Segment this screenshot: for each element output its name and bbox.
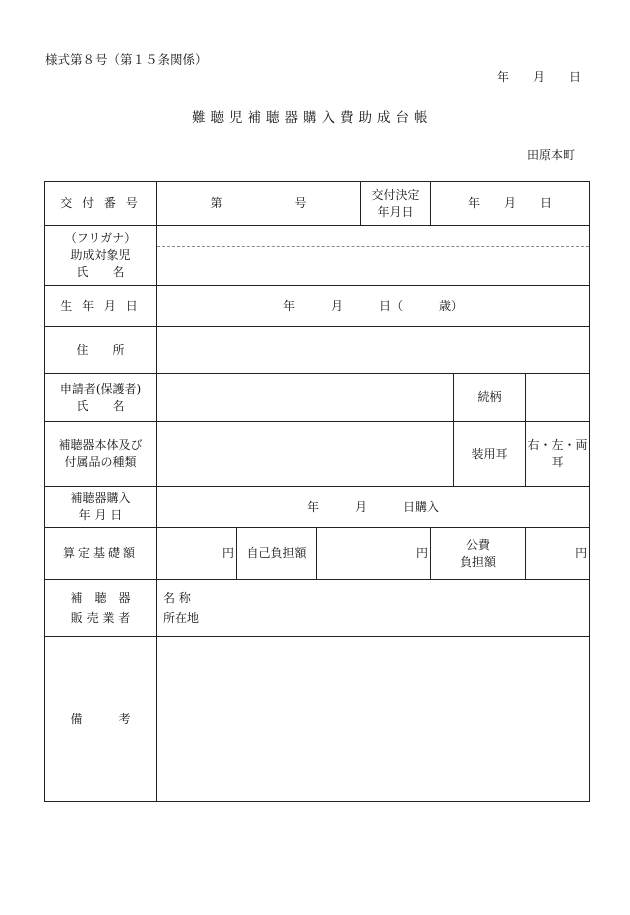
applicant-name-field[interactable] xyxy=(157,374,454,422)
birthdate-label: 生 年 月 日 xyxy=(45,286,157,327)
subject-child-label-line2: 氏 名 xyxy=(76,265,125,279)
decision-date-field[interactable]: 年 月 日 xyxy=(431,182,590,226)
row-subject-child xyxy=(45,226,590,286)
row-device-type xyxy=(45,422,590,487)
device-type-label xyxy=(45,422,157,487)
row-birthdate xyxy=(45,286,590,327)
public-pay-label-line1: 公費 xyxy=(466,537,491,552)
address-field[interactable] xyxy=(157,327,590,374)
device-type-label-line1: 補聴器本体及び xyxy=(58,438,143,452)
vendor-label-line2: 販 売 業 者 xyxy=(70,611,131,625)
base-amount-label: 算定基礎額 xyxy=(45,528,157,580)
row-address xyxy=(45,327,590,374)
vendor-field[interactable] xyxy=(157,580,590,637)
remarks-label: 備 考 xyxy=(45,637,157,802)
relationship-label: 続柄 xyxy=(454,374,526,422)
device-type-field[interactable] xyxy=(157,422,454,487)
ear-label: 装用耳 xyxy=(454,422,526,487)
furigana-divider xyxy=(157,246,589,267)
row-amounts xyxy=(45,528,590,580)
subject-child-label xyxy=(45,226,157,286)
vendor-label xyxy=(45,580,157,637)
row-purchase-date xyxy=(45,487,590,528)
self-pay-field[interactable]: 円 xyxy=(317,528,431,580)
public-pay-label-line2: 負担額 xyxy=(460,554,497,569)
purchase-date-field[interactable]: 年 月 日購入 xyxy=(157,487,590,528)
row-vendor xyxy=(45,580,590,637)
purchase-date-label-line1: 補聴器購入 xyxy=(70,491,131,505)
document-title: 難聴児補聴器購入費助成台帳 xyxy=(192,110,433,126)
subject-child-name-field[interactable] xyxy=(157,226,590,286)
purchase-date-label-line2: 年 月 日 xyxy=(78,508,123,522)
ear-field[interactable]: 右・左・両耳 xyxy=(526,422,590,487)
row-remarks xyxy=(45,637,590,802)
relationship-field[interactable] xyxy=(526,374,590,422)
issue-number-field[interactable]: 第 号 xyxy=(157,182,361,226)
purchase-date-label xyxy=(45,487,157,528)
subsidy-ledger-table xyxy=(44,181,590,802)
form-number: 様式第８号（第１５条関係） xyxy=(45,52,208,67)
vendor-label-line1: 補 聴 器 xyxy=(70,591,131,605)
decision-date-label xyxy=(361,182,431,226)
device-type-label-line2: 付属品の種類 xyxy=(64,455,137,469)
remarks-field[interactable] xyxy=(157,637,590,802)
applicant-label-line2: 氏 名 xyxy=(76,398,125,413)
address-label: 住 所 xyxy=(45,327,157,374)
birthdate-field[interactable]: 年 月 日（ 歳） xyxy=(157,286,590,327)
public-pay-field[interactable]: 円 xyxy=(526,528,590,580)
header-date: 年 月 日 xyxy=(497,70,582,84)
decision-date-label-line2: 年月日 xyxy=(377,204,414,219)
self-pay-label: 自己負担額 xyxy=(237,528,317,580)
subject-child-label-line1: 助成対象児 xyxy=(70,248,131,262)
furigana-label: （フリガナ） xyxy=(64,231,137,245)
base-amount-field[interactable]: 円 xyxy=(157,528,237,580)
vendor-location-label: 所在地 xyxy=(163,611,200,625)
applicant-label xyxy=(45,374,157,422)
decision-date-label-line1: 交付決定 xyxy=(371,187,420,202)
row-applicant xyxy=(45,374,590,422)
applicant-label-line1: 申請者(保護者) xyxy=(59,381,142,396)
municipality-name: 田原本町 xyxy=(527,148,576,162)
vendor-name-label: 名 称 xyxy=(163,591,191,605)
issue-number-label: 交 付 番 号 xyxy=(45,182,157,226)
public-pay-label xyxy=(431,528,526,580)
row-issue-number xyxy=(45,182,590,226)
